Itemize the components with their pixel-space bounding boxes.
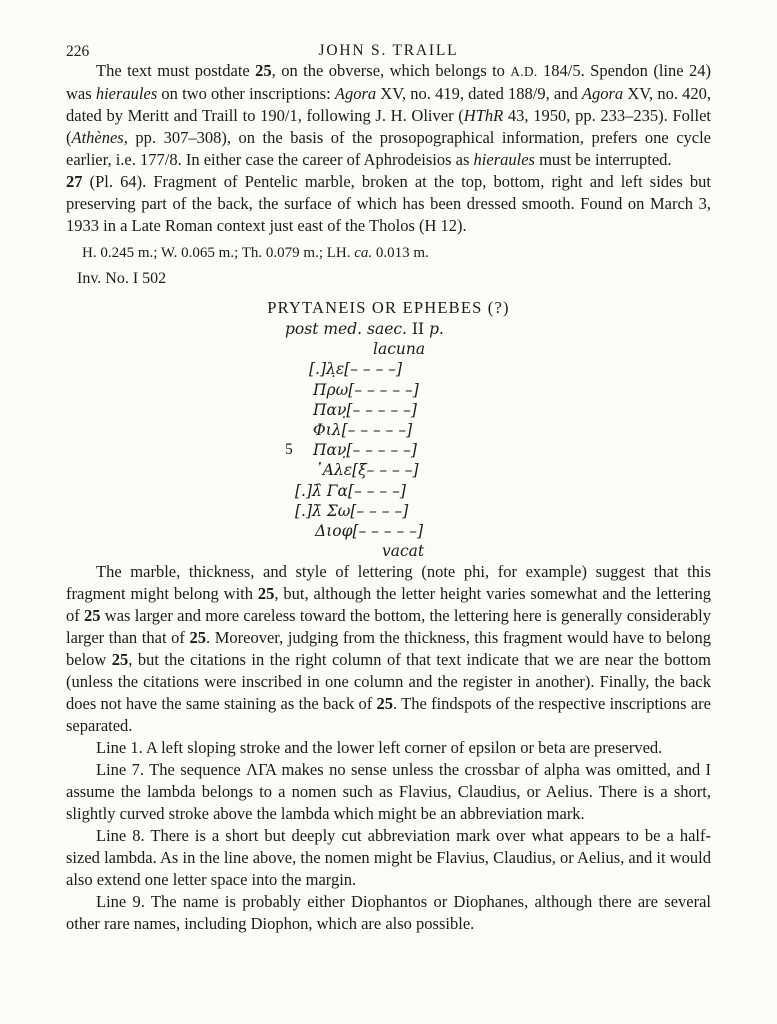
line-number	[285, 420, 313, 440]
greek-text: [.]λ̣ε[– – – –]	[309, 360, 403, 379]
greek-text: [.]λ̄ Σω[– – – –]	[295, 501, 409, 520]
vacat-label: vacat	[382, 542, 425, 561]
greek-text: [.]λ̑ Γα[– – – –]	[295, 481, 406, 500]
paragraph-discussion: The marble, thickness, and style of lettering (note phi, for example) suggest that this fragment might belong with 25, but, although the letter height varies somewhat and the lettering of 25 was larger and more careless toward the bottom, the lettering here is generally considerably larger than that of 25. Moreover, judging from the thickness, this fragment would have to belong below 25, but the citations in the right column of that text indicate that we are near the bottom (unless the citations were inscribed in one column and the register in another). Finally, the back does not have the same staining as the back of 25. The findspots of the respective inscriptions are separated.	[66, 562, 712, 736]
paragraph-line8-note: Line 8. There is a short but deeply cut abbreviation mark over what appears to be a half-sized lambda. As in the line above, the nomen might be Flavius, Claudius, or Aelius, and it would also extend one letter space into the margin.	[66, 826, 711, 890]
measurements-line: H. 0.245 m.; W. 0.065 m.; Th. 0.079 m.; LH. ca. 0.013 m.	[82, 245, 429, 261]
paragraph-line9-note: Line 9. The name is probably either Diophantos or Diophanes, although there are several other rare names, including Diophon, which are also possible.	[66, 892, 711, 934]
greek-text: Διοφ[– – – – –]	[315, 522, 424, 541]
inscription-line-7	[285, 481, 711, 501]
line-number	[285, 460, 313, 480]
inscription-line-9	[285, 521, 711, 541]
inscription-line-4	[285, 420, 711, 440]
inscription-line-8	[285, 501, 711, 521]
paragraph-line7-note: Line 7. The sequence ΛΓΑ makes no sense unless the crossbar of alpha was omitted, and I assume the lambda belongs to a nomen such as Flavius, Claudius, or Aelius. There is a short, slightly curved stroke above the lambda which might be an abbreviation mark.	[66, 760, 711, 824]
inscription-date: post med. saec. II p.	[285, 320, 444, 338]
inscription-line-2	[285, 380, 711, 400]
greek-text: ᾿Αλε[ξ– – – –]	[315, 461, 419, 480]
lacuna-label: lacuna	[373, 340, 426, 359]
page-number: 226	[66, 43, 90, 60]
greek-text: Παν̣[– – – – –]	[313, 400, 417, 419]
paragraph-line1-note: Line 1. A left sloping stroke and the lower left corner of epsilon or beta are preserved.	[96, 738, 663, 758]
inscription-line-1	[285, 359, 711, 379]
inscription-block	[285, 319, 711, 561]
page-header	[66, 40, 711, 60]
running-head: JOHN S. TRAILL	[318, 42, 459, 59]
inventory-number: Inv. No. I 502	[77, 270, 167, 287]
paragraph-fragment-description: 27 (Pl. 64). Fragment of Pentelic marble, broken at the top, bottom, right and left sides but preserving part of the back, the surface of which has been dressed smooth. Found on March 3, 1933 in a Late Roman context just east of the Tholos (H 12).	[66, 172, 711, 235]
inscription-title: PRYTANEIS OR EPHEBES (?)	[267, 298, 510, 317]
line-number: 5	[285, 441, 293, 459]
greek-text: Πρω[– – – – –]	[313, 380, 419, 399]
paragraph-postdate: The text must postdate 25, on the obverse, which belongs to A.D. 184/5. Spendon (line 24) was hieraules on two other inscriptions: Agora XV, no. 419, dated 188/9, and Agora XV, no. 420, dated by Meritt and Traill to 190/1, following J. H. Oliver (HThR 43, 1950, pp. 233–235). Follet (Athènes, pp. 307–308), on the basis of the prosopographical information, prefers one cycle earlier, i.e. 177/8. In either case the career of Aphrodeisios as hieraules must be interrupted.	[66, 61, 712, 169]
greek-text: Φιλ[– – – – –]	[313, 421, 413, 440]
line-number	[285, 521, 313, 541]
inscription-line-6	[285, 460, 711, 480]
inscription-line-5	[285, 440, 711, 460]
line-number	[285, 400, 313, 420]
line-number	[285, 380, 313, 400]
inscription-line-3	[285, 400, 711, 420]
greek-text: Παν̣[– – – – –]	[313, 441, 417, 460]
